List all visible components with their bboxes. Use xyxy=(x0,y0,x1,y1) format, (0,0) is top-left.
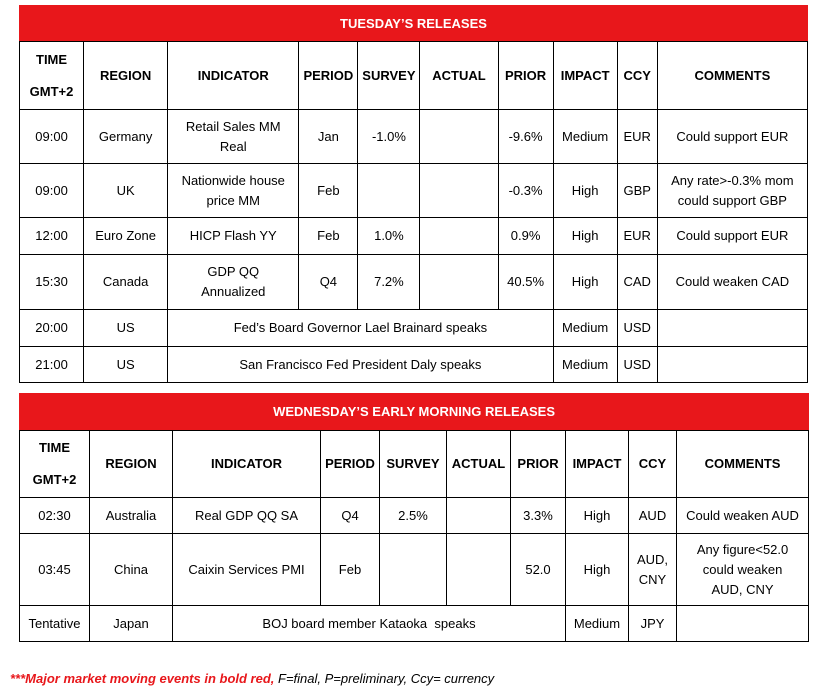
cell-comments xyxy=(657,347,807,383)
header-actual: ACTUAL xyxy=(447,431,511,498)
cell-time: 21:00 xyxy=(20,347,84,383)
header-impact: IMPACT xyxy=(566,431,629,498)
header-impact: IMPACT xyxy=(553,42,617,110)
cell-indicator: GDP QQ Annualized xyxy=(168,255,299,310)
cell-impact: Medium xyxy=(553,347,617,383)
cell-time: 15:30 xyxy=(20,255,84,310)
cell-prior: -0.3% xyxy=(498,164,553,218)
header-period: PERIOD xyxy=(321,431,380,498)
header-region: REGION xyxy=(90,431,173,498)
tuesday-title: TUESDAY’S RELEASES xyxy=(20,6,808,42)
cell-prior: 52.0 xyxy=(511,534,566,606)
cell-time: 02:30 xyxy=(20,498,90,534)
cell-impact: High xyxy=(553,164,617,218)
cell-survey: 7.2% xyxy=(358,255,420,310)
header-survey: SURVEY xyxy=(358,42,420,110)
header-time-line1: TIME xyxy=(36,51,68,67)
cell-ccy: JPY xyxy=(629,606,677,642)
cell-region: Australia xyxy=(90,498,173,534)
cell-region: US xyxy=(84,347,168,383)
cell-ccy: USD xyxy=(617,347,657,383)
cell-region: Germany xyxy=(84,110,168,164)
cell-comments: Could support EUR xyxy=(657,110,807,164)
header-time-line2: GMT+2 xyxy=(32,472,77,487)
cell-survey xyxy=(380,534,447,606)
table-row xyxy=(20,498,809,534)
header-time xyxy=(20,42,84,110)
header-comments: COMMENTS xyxy=(677,431,809,498)
table-row xyxy=(20,218,808,255)
header-time xyxy=(20,431,90,498)
table-row xyxy=(20,255,808,310)
cell-event-description: Fed’s Board Governor Lael Brainard speaks xyxy=(168,310,553,347)
cell-region: UK xyxy=(84,164,168,218)
cell-indicator: Caixin Services PMI xyxy=(173,534,321,606)
cell-period: Q4 xyxy=(299,255,358,310)
cell-comments xyxy=(657,310,807,347)
cell-time: 09:00 xyxy=(20,110,84,164)
header-ccy: CCY xyxy=(617,42,657,110)
cell-comments xyxy=(677,606,809,642)
cell-impact: Medium xyxy=(566,606,629,642)
header-indicator: INDICATOR xyxy=(173,431,321,498)
cell-time: Tentative xyxy=(20,606,90,642)
header-region: REGION xyxy=(84,42,168,110)
cell-actual xyxy=(420,164,498,218)
header-survey: SURVEY xyxy=(380,431,447,498)
cell-ccy: USD xyxy=(617,310,657,347)
footnote xyxy=(10,671,494,686)
cell-survey: 1.0% xyxy=(358,218,420,255)
cell-period: Q4 xyxy=(321,498,380,534)
cell-prior: 0.9% xyxy=(498,218,553,255)
cell-prior: 40.5% xyxy=(498,255,553,310)
cell-time: 12:00 xyxy=(20,218,84,255)
cell-impact: High xyxy=(566,498,629,534)
cell-ccy: AUD, CNY xyxy=(629,534,677,606)
cell-comments: Could weaken AUD xyxy=(677,498,809,534)
cell-impact: Medium xyxy=(553,310,617,347)
cell-time: 20:00 xyxy=(20,310,84,347)
table-row xyxy=(20,110,808,164)
event-row xyxy=(20,310,808,347)
cell-indicator: HICP Flash YY xyxy=(168,218,299,255)
cell-period: Feb xyxy=(299,218,358,255)
wednesday-title: WEDNESDAY’S EARLY MORNING RELEASES xyxy=(20,394,809,431)
event-row xyxy=(20,347,808,383)
cell-time: 03:45 xyxy=(20,534,90,606)
cell-event-description: San Francisco Fed President Daly speaks xyxy=(168,347,553,383)
cell-survey: -1.0% xyxy=(358,110,420,164)
cell-ccy: EUR xyxy=(617,218,657,255)
cell-region: Japan xyxy=(90,606,173,642)
cell-region: US xyxy=(84,310,168,347)
cell-period: Feb xyxy=(299,164,358,218)
cell-survey xyxy=(358,164,420,218)
table-row xyxy=(20,534,809,606)
header-time-line2: GMT+2 xyxy=(29,83,74,99)
cell-survey: 2.5% xyxy=(380,498,447,534)
cell-impact: High xyxy=(566,534,629,606)
cell-actual xyxy=(420,110,498,164)
cell-ccy: GBP xyxy=(617,164,657,218)
cell-indicator: Nationwide house price MM xyxy=(168,164,299,218)
header-actual: ACTUAL xyxy=(420,42,498,110)
cell-indicator: Retail Sales MM Real xyxy=(168,110,299,164)
cell-actual xyxy=(420,255,498,310)
footnote-legend: F=final, P=preliminary, Ccy= currency xyxy=(274,671,495,686)
cell-ccy: AUD xyxy=(629,498,677,534)
cell-period: Jan xyxy=(299,110,358,164)
cell-indicator: Real GDP QQ SA xyxy=(173,498,321,534)
cell-comments: Any rate>-0.3% mom could support GBP xyxy=(657,164,807,218)
cell-impact: High xyxy=(553,218,617,255)
wednesday-releases-table xyxy=(19,393,809,642)
cell-region: China xyxy=(90,534,173,606)
cell-comments: Could weaken CAD xyxy=(657,255,807,310)
cell-actual xyxy=(447,498,511,534)
header-ccy: CCY xyxy=(629,431,677,498)
cell-event-description: BOJ board member Kataoka speaks xyxy=(173,606,566,642)
header-period: PERIOD xyxy=(299,42,358,110)
header-indicator: INDICATOR xyxy=(168,42,299,110)
wednesday-header-row xyxy=(20,431,809,498)
cell-ccy: EUR xyxy=(617,110,657,164)
header-comments: COMMENTS xyxy=(657,42,807,110)
cell-prior: 3.3% xyxy=(511,498,566,534)
header-time-line1: TIME xyxy=(38,440,71,455)
cell-time: 09:00 xyxy=(20,164,84,218)
header-prior: PRIOR xyxy=(511,431,566,498)
cell-comments: Any figure<52.0 could weaken AUD, CNY xyxy=(677,534,809,606)
cell-period: Feb xyxy=(321,534,380,606)
cell-region: Euro Zone xyxy=(84,218,168,255)
cell-impact: Medium xyxy=(553,110,617,164)
cell-actual xyxy=(447,534,511,606)
tuesday-releases-table xyxy=(19,5,808,383)
cell-ccy: CAD xyxy=(617,255,657,310)
cell-actual xyxy=(420,218,498,255)
cell-impact: High xyxy=(553,255,617,310)
tuesday-header-row xyxy=(20,42,808,110)
cell-region: Canada xyxy=(84,255,168,310)
event-row xyxy=(20,606,809,642)
table-row xyxy=(20,164,808,218)
header-prior: PRIOR xyxy=(498,42,553,110)
cell-comments: Could support EUR xyxy=(657,218,807,255)
footnote-major-events: ***Major market moving events in bold red, xyxy=(10,671,275,686)
cell-prior: -9.6% xyxy=(498,110,553,164)
